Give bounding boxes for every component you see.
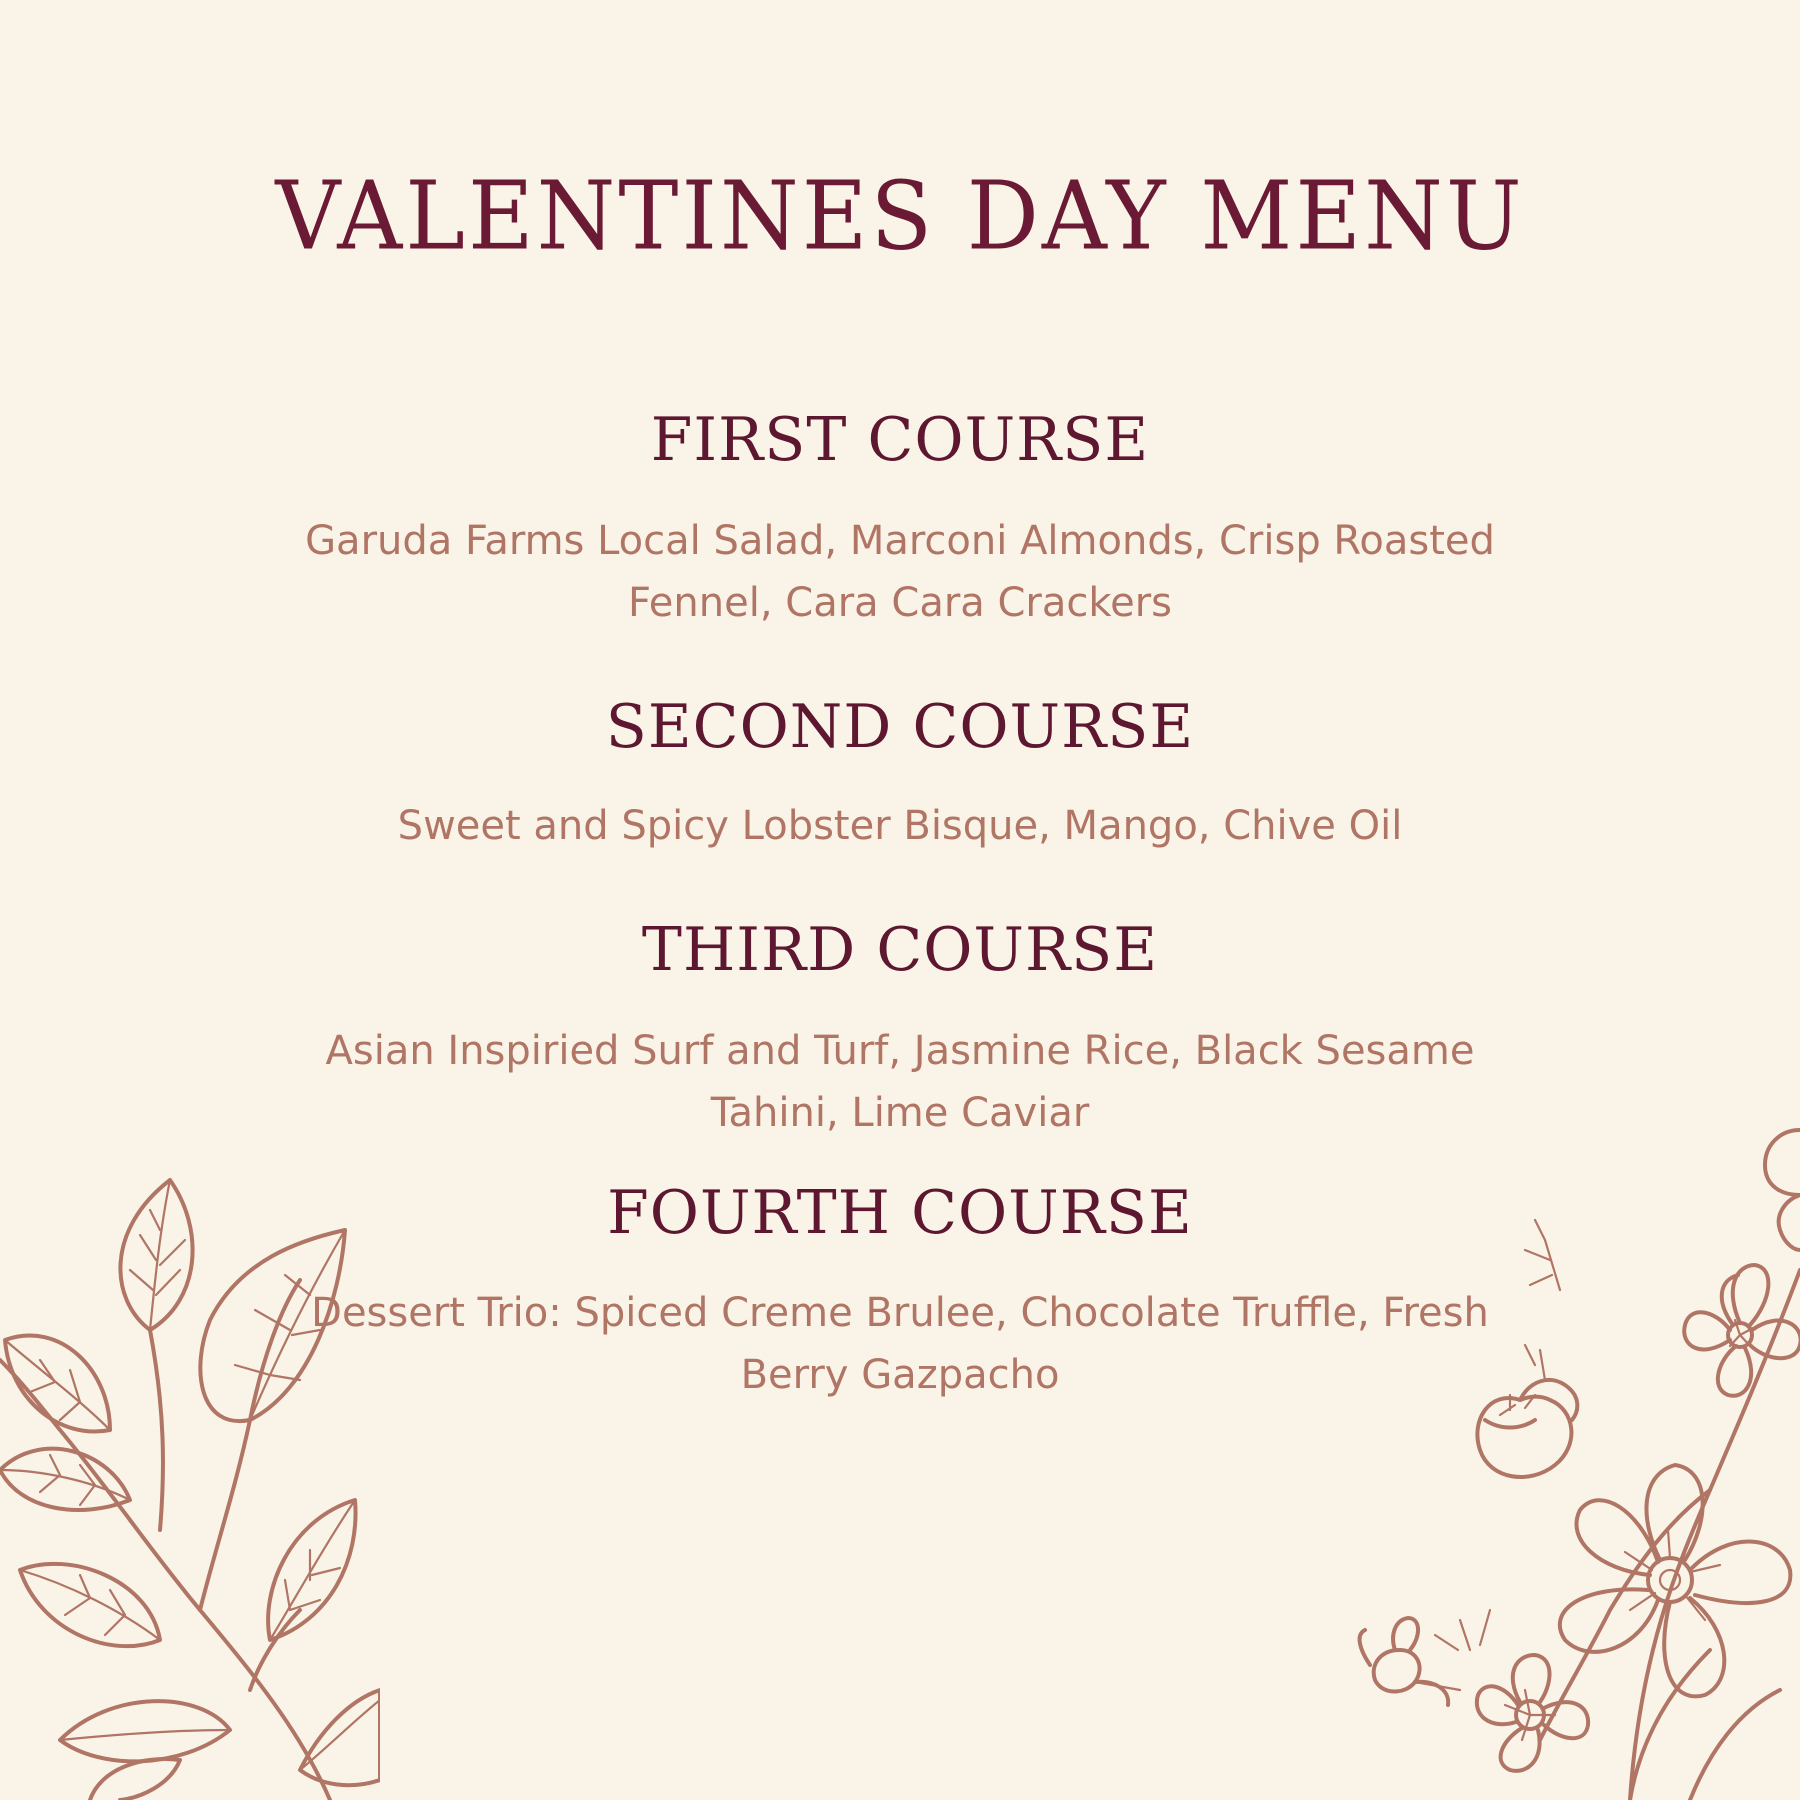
- course-description-second: Sweet and Spicy Lobster Bisque, Mango, Chive Oil: [397, 803, 1403, 849]
- course-heading-third: THIRD COURSE: [641, 915, 1159, 985]
- course-heading-first: FIRST COURSE: [650, 405, 1150, 475]
- menu-title: VALENTINES DAY MENU: [275, 161, 1525, 272]
- course-description-fourth: Dessert Trio: Spiced Creme Brulee, Chocolate Truffle, Fresh Berry Gazpacho: [311, 1290, 1489, 1398]
- course-description-third: Asian Inspiried Surf and Turf, Jasmine Rice, Black Sesame Tahini, Lime Caviar: [325, 1028, 1475, 1136]
- course-heading-fourth: FOURTH COURSE: [607, 1178, 1193, 1248]
- course-description-first: Garuda Farms Local Salad, Marconi Almonds, Crisp Roasted Fennel, Cara Cara Crackers: [305, 518, 1495, 626]
- leaf-branch-illustration: [0, 1170, 380, 1800]
- course-heading-second: SECOND COURSE: [605, 692, 1195, 762]
